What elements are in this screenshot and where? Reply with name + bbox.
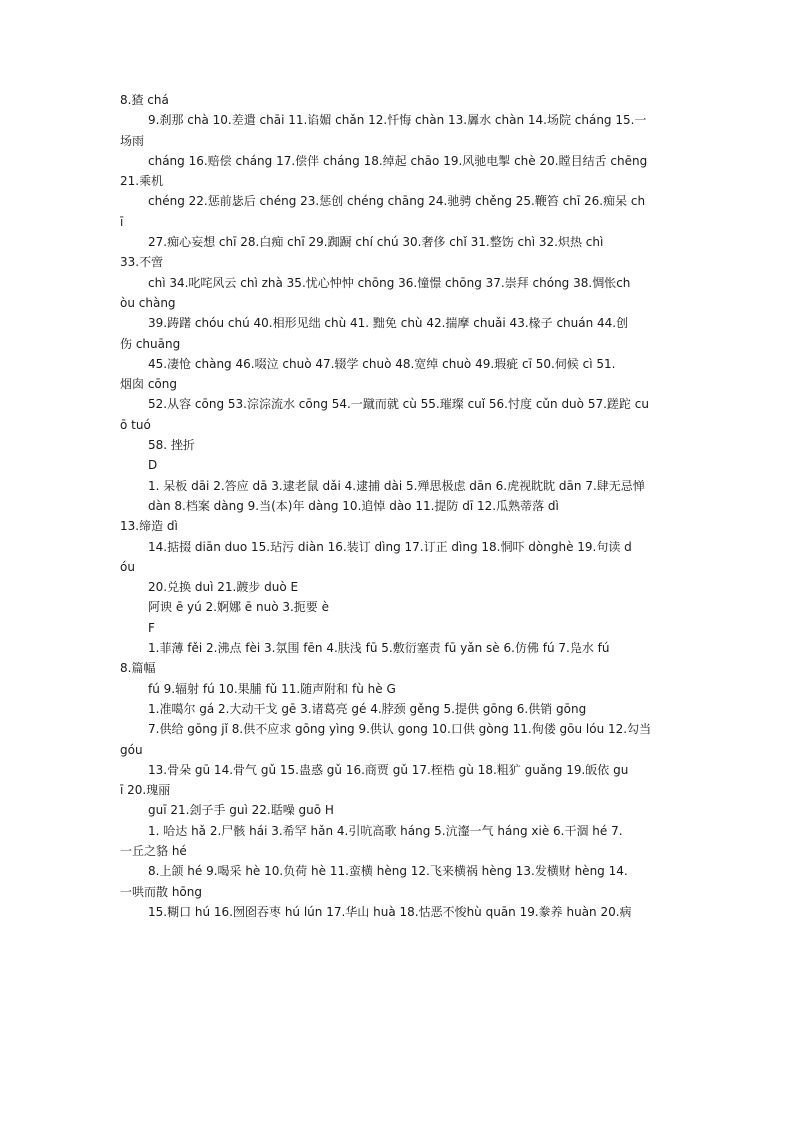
text-line: 烟囱 cōng [120,377,177,392]
text-line: 15.糊口 hú 16.囫囵吞枣 hú lún 17.华山 huà 18.怙恶不悛hù quān 19.豢养 huàn 20.病 [148,904,632,919]
text-line: òu chàng [120,295,176,310]
document-body [120,90,706,922]
text-line: guī 21.刽子手 guì 22.聒噪 guō H [148,803,334,818]
text-line: 52.从容 cōng 53.淙淙流水 cōng 54.一蹴而就 cù 55.璀璨 cuǐ 56.忖度 cǔn duò 57.蹉跎 cu [148,397,649,412]
text-line: 8.上颌 hé 9.喝采 hè 10.负荷 hè 11.蛮横 hèng 12.飞来横祸 hèng 13.发横财 hèng 14. [148,864,628,879]
text-line: 8.猹 chá [120,93,169,107]
text-line: 阿谀 ē yú 2.婀娜 ē nuò 3.扼要 è [148,600,330,615]
text-line: óu [120,559,135,574]
text-line: fú 9.辐射 fú 10.果脯 fǔ 11.随声附和 fù hè G [148,681,396,696]
text-line: F [148,620,155,635]
text-line: 1. 哈达 hǎ 2.尸骸 hái 3.希罕 hǎn 4.引吭高歌 háng 5.沆瀣一气 háng xiè 6.干涸 hé 7. [148,823,623,838]
text-line: 8.篇幅 [120,661,156,676]
text-line: cháng 16.赔偿 cháng 17.偿伴 cháng 18.绰起 chāo 19.风驰电掣 chè 20.瞠目结舌 chēng [148,153,648,168]
text-line: góu [120,742,143,757]
text-line: chéng 22.惩前毖后 chéng 23.惩创 chéng chāng 24.驰骋 chěng 25.鞭笞 chī 26.痴呆 ch [148,194,646,209]
text-line: 1.准噶尔 gá 2.大动干戈 gē 3.诸葛亮 gé 4.脖颈 gěng 5.提供 gōng 6.供销 gōng [148,701,587,716]
text-line: ō tuó [120,417,151,432]
text-line: 14.掂掇 diān duo 15.玷污 diàn 16.装订 dìng 17.订正 dìng 18.恫吓 dònghè 19.句读 d [148,539,632,554]
text-line: 33.不啻 [120,255,164,270]
text-line: 伤 chuāng [120,336,181,351]
text-line: 1.菲薄 fěi 2.沸点 fèi 3.氛围 fēn 4.肤浅 fū 5.敷衍塞责 fū yǎn sè 6.仿佛 fú 7.凫水 fú [148,641,610,656]
text-line: 20.兑换 duì 21.踱步 duò E [148,580,299,595]
text-line: 45.凄怆 chàng 46.啜泣 chuò 47.辍学 chuò 48.宽绰 chuò 49.瑕疵 cī 50.伺候 cì 51. [148,356,616,371]
text-line: 场雨 [120,133,145,148]
text-line: 13.骨朵 gū 14.骨气 gǔ 15.蛊惑 gǔ 16.商贾 gǔ 17.桎梏 gù 18.粗犷 guǎng 19.皈依 gu [148,762,629,777]
text-line: 一丘之貉 hé [120,843,187,858]
text-line: 7.供给 gōng jǐ 8.供不应求 gōng yìng 9.供认 gong 10.口供 gòng 11.佝偻 gōu lóu 12.勾当 [148,722,652,737]
text-line: dàn 8.档案 dàng 9.当(本)年 dàng 10.追悼 dào 11.提防 dī 12.瓜熟蒂落 dì [148,498,559,513]
text-line: 58. 挫折 [148,438,195,453]
text-line: chì 34.叱咤风云 chì zhà 35.忧心忡忡 chōng 36.憧憬 chōng 37.崇拜 chóng 38.惆怅ch [148,275,631,290]
text-line: 27.痴心妄想 chī 28.白痴 chī 29.踟蹰 chí chú 30.奢侈 chǐ 31.整饬 chì 32.炽热 chì [148,235,604,250]
text-line: ī 20.瑰丽 [120,783,171,798]
text-line: D [148,458,158,473]
text-line: 1. 呆板 dāi 2.答应 dā 3.逮老鼠 dǎi 4.逮捕 dài 5.殚思极虑 dān 6.虎视眈眈 dān 7.肆无忌惮 [148,478,645,493]
text-line: 21.乘机 [120,174,164,189]
text-line: 9.刹那 chà 10.差遣 chāi 11.谄媚 chǎn 12.忏悔 chàn 13.羼水 chàn 14.场院 cháng 15.一 [148,113,647,128]
text-line: ī [120,214,124,229]
text-line: 13.缔造 dì [120,519,178,534]
text-line: 一哄而散 hōng [120,884,202,899]
text-line: 39.踌躇 chóu chú 40.相形见绌 chù 41. 黜免 chù 42.揣摩 chuǎi 43.椽子 chuán 44.创 [148,316,629,331]
